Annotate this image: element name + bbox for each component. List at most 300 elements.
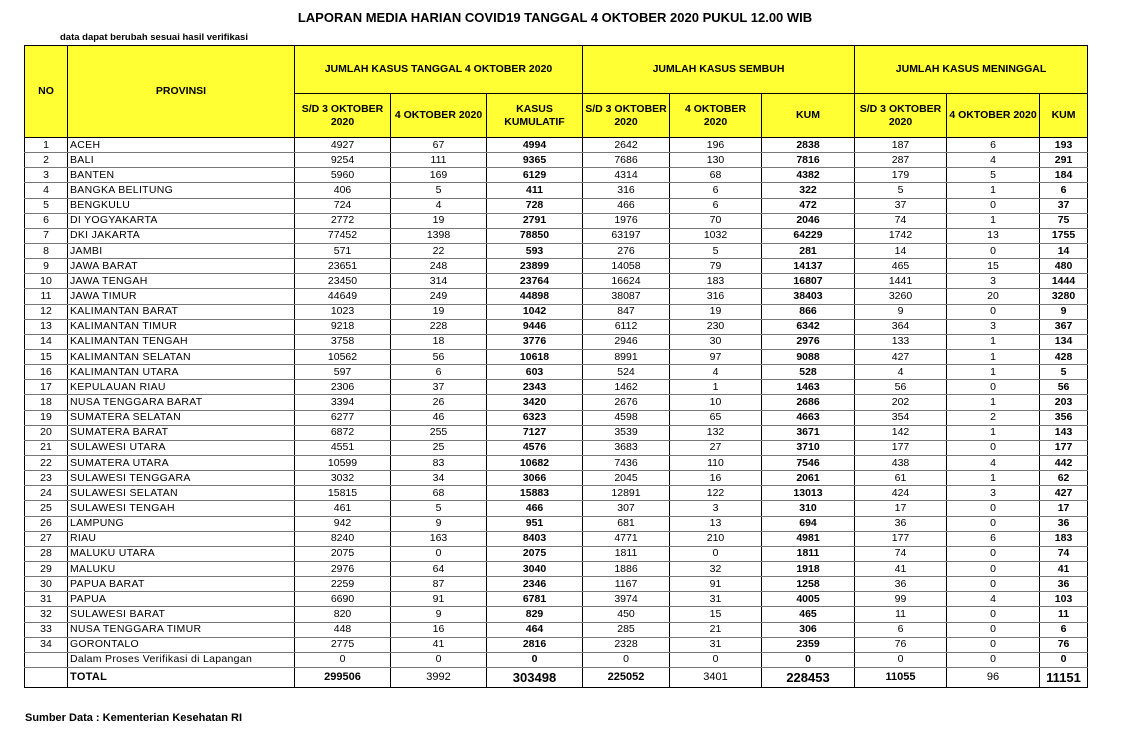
table-row (25, 501, 1088, 516)
cell-kasus-kumulatif: 78850 (487, 228, 583, 243)
cell-meninggal-hari: 4 (947, 455, 1040, 470)
cell-meninggal-hari: 0 (947, 652, 1040, 667)
cell-kasus-sd: 8240 (295, 531, 391, 546)
cell-kasus-hari: 46 (391, 410, 487, 425)
cell-sembuh-kum: 1463 (762, 380, 855, 395)
cell-kasus-sd: 3394 (295, 395, 391, 410)
cell-sembuh-sd: 38087 (583, 289, 670, 304)
cell-no: 16 (25, 365, 68, 380)
cell-meninggal-sd: 3260 (855, 289, 947, 304)
cell-kasus-hari: 0 (391, 652, 487, 667)
cell-sembuh-sd: 2676 (583, 395, 670, 410)
cell-meninggal-sd: 14 (855, 243, 947, 258)
cell-kasus-sd: 15815 (295, 486, 391, 501)
cell-kasus-kumulatif: 3420 (487, 395, 583, 410)
cell-meninggal-sd: 36 (855, 516, 947, 531)
cell-sembuh-hari: 31 (670, 637, 762, 652)
total-cell-meninggal-kum: 11151 (1040, 667, 1088, 687)
cell-kasus-kumulatif: 3066 (487, 471, 583, 486)
cell-sembuh-sd: 3974 (583, 592, 670, 607)
cell-meninggal-kum: 193 (1040, 138, 1088, 153)
cell-kasus-sd: 9254 (295, 153, 391, 168)
cell-meninggal-hari: 1 (947, 334, 1040, 349)
table-row (25, 440, 1088, 455)
cell-meninggal-kum: 0 (1040, 652, 1088, 667)
cell-provinsi: JAWA TIMUR (68, 289, 295, 304)
cell-kasus-sd: 4551 (295, 440, 391, 455)
total-cell-meninggal-sd: 11055 (855, 667, 947, 687)
cell-sembuh-sd: 0 (583, 652, 670, 667)
total-cell-meninggal-hari: 96 (947, 667, 1040, 687)
cell-provinsi: KEPULAUAN RIAU (68, 380, 295, 395)
table-row (25, 395, 1088, 410)
cell-meninggal-hari: 1 (947, 395, 1040, 410)
cell-meninggal-hari: 1 (947, 213, 1040, 228)
cell-kasus-kumulatif: 6781 (487, 592, 583, 607)
cell-kasus-sd: 571 (295, 243, 391, 258)
cell-kasus-hari: 163 (391, 531, 487, 546)
cell-meninggal-sd: 427 (855, 349, 947, 364)
cell-kasus-kumulatif: 411 (487, 183, 583, 198)
cell-meninggal-sd: 4 (855, 365, 947, 380)
cell-kasus-kumulatif: 7127 (487, 425, 583, 440)
cell-kasus-sd: 1023 (295, 304, 391, 319)
total-cell-sembuh-kum: 228453 (762, 667, 855, 687)
cell-provinsi: Dalam Proses Verifikasi di Lapangan (68, 652, 295, 667)
table-row (25, 365, 1088, 380)
cell-sembuh-sd: 3539 (583, 425, 670, 440)
table-body (25, 138, 1088, 688)
table-row (25, 607, 1088, 622)
cell-kasus-sd: 2775 (295, 637, 391, 652)
cell-kasus-hari: 1398 (391, 228, 487, 243)
cell-meninggal-sd: 202 (855, 395, 947, 410)
cell-sembuh-hari: 79 (670, 259, 762, 274)
cell-sembuh-hari: 65 (670, 410, 762, 425)
cell-kasus-sd: 2306 (295, 380, 391, 395)
cell-meninggal-kum: 76 (1040, 637, 1088, 652)
cell-no: 30 (25, 577, 68, 592)
cell-kasus-hari: 228 (391, 319, 487, 334)
cell-sembuh-kum: 38403 (762, 289, 855, 304)
cell-provinsi: DI YOGYAKARTA (68, 213, 295, 228)
cell-sembuh-hari: 31 (670, 592, 762, 607)
cell-meninggal-sd: 1441 (855, 274, 947, 289)
cell-sembuh-hari: 32 (670, 561, 762, 576)
cell-kasus-sd: 23651 (295, 259, 391, 274)
cell-meninggal-sd: 424 (855, 486, 947, 501)
table-row (25, 213, 1088, 228)
cell-sembuh-kum: 64229 (762, 228, 855, 243)
cell-sembuh-sd: 1462 (583, 380, 670, 395)
cell-meninggal-hari: 1 (947, 183, 1040, 198)
cell-meninggal-hari: 2 (947, 410, 1040, 425)
cell-kasus-kumulatif: 951 (487, 516, 583, 531)
cell-sembuh-kum: 694 (762, 516, 855, 531)
report-title: LAPORAN MEDIA HARIAN COVID19 TANGGAL 4 OKTOBER 2020 PUKUL 12.00 WIB (297, 10, 813, 25)
cell-kasus-sd: 461 (295, 501, 391, 516)
cell-meninggal-sd: 438 (855, 455, 947, 470)
cell-provinsi: JAWA TENGAH (68, 274, 295, 289)
cell-kasus-sd: 3758 (295, 334, 391, 349)
cell-no: 7 (25, 228, 68, 243)
cell-sembuh-hari: 19 (670, 304, 762, 319)
cell-kasus-hari: 5 (391, 183, 487, 198)
cell-no: 25 (25, 501, 68, 516)
table-row (25, 592, 1088, 607)
table-row (25, 304, 1088, 319)
cell-sembuh-sd: 63197 (583, 228, 670, 243)
cell-meninggal-hari: 1 (947, 349, 1040, 364)
cell-meninggal-sd: 0 (855, 652, 947, 667)
cell-sembuh-hari: 130 (670, 153, 762, 168)
table-row (25, 455, 1088, 470)
cell-meninggal-sd: 17 (855, 501, 947, 516)
cell-provinsi: SULAWESI BARAT (68, 607, 295, 622)
table-row (25, 486, 1088, 501)
cell-no: 12 (25, 304, 68, 319)
cell-meninggal-hari: 13 (947, 228, 1040, 243)
cell-sembuh-sd: 14058 (583, 259, 670, 274)
cell-kasus-sd: 820 (295, 607, 391, 622)
cell-meninggal-hari: 1 (947, 425, 1040, 440)
cell-provinsi: PAPUA (68, 592, 295, 607)
cell-sembuh-kum: 3710 (762, 440, 855, 455)
cell-provinsi: SULAWESI SELATAN (68, 486, 295, 501)
cell-no: 23 (25, 471, 68, 486)
cell-no: 27 (25, 531, 68, 546)
cell-kasus-hari: 9 (391, 516, 487, 531)
cell-no (25, 652, 68, 667)
cell-kasus-hari: 91 (391, 592, 487, 607)
cell-kasus-kumulatif: 4576 (487, 440, 583, 455)
table-row (25, 183, 1088, 198)
cell-no: 18 (25, 395, 68, 410)
cell-sembuh-hari: 110 (670, 455, 762, 470)
table-row (25, 138, 1088, 153)
cell-sembuh-kum: 2061 (762, 471, 855, 486)
table-row (25, 259, 1088, 274)
cell-sembuh-hari: 122 (670, 486, 762, 501)
header-group-kasus: JUMLAH KASUS TANGGAL 4 OKTOBER 2020 (295, 46, 583, 94)
cell-kasus-kumulatif: 10618 (487, 349, 583, 364)
cell-kasus-kumulatif: 603 (487, 365, 583, 380)
cell-sembuh-kum: 4663 (762, 410, 855, 425)
cell-sembuh-sd: 16624 (583, 274, 670, 289)
cell-sembuh-kum: 2046 (762, 213, 855, 228)
cell-sembuh-kum: 9088 (762, 349, 855, 364)
cell-meninggal-hari: 0 (947, 304, 1040, 319)
cell-kasus-hari: 56 (391, 349, 487, 364)
cell-meninggal-sd: 76 (855, 637, 947, 652)
cell-sembuh-hari: 30 (670, 334, 762, 349)
table-row (25, 652, 1088, 667)
cell-sembuh-hari: 183 (670, 274, 762, 289)
cell-sembuh-hari: 70 (670, 213, 762, 228)
cell-meninggal-sd: 11 (855, 607, 947, 622)
cell-sembuh-sd: 524 (583, 365, 670, 380)
cell-provinsi: NUSA TENGGARA BARAT (68, 395, 295, 410)
cell-meninggal-kum: 5 (1040, 365, 1088, 380)
cell-meninggal-hari: 0 (947, 440, 1040, 455)
cell-meninggal-kum: 134 (1040, 334, 1088, 349)
cell-sembuh-kum: 4382 (762, 168, 855, 183)
cell-meninggal-kum: 177 (1040, 440, 1088, 455)
cell-sembuh-sd: 7686 (583, 153, 670, 168)
cell-meninggal-hari: 0 (947, 637, 1040, 652)
cell-kasus-hari: 25 (391, 440, 487, 455)
total-cell-kasus-sd: 299506 (295, 667, 391, 687)
cell-no: 22 (25, 455, 68, 470)
cell-meninggal-hari: 0 (947, 561, 1040, 576)
cell-no: 13 (25, 319, 68, 334)
cell-sembuh-hari: 6 (670, 183, 762, 198)
cell-meninggal-sd: 9 (855, 304, 947, 319)
cell-provinsi: PAPUA BARAT (68, 577, 295, 592)
header-meninggal-sd: S/D 3 OKTOBER 2020 (855, 94, 947, 138)
cell-sembuh-sd: 6112 (583, 319, 670, 334)
cell-kasus-hari: 64 (391, 561, 487, 576)
cell-meninggal-kum: 356 (1040, 410, 1088, 425)
cell-sembuh-hari: 27 (670, 440, 762, 455)
cell-meninggal-hari: 1 (947, 471, 1040, 486)
cell-sembuh-kum: 465 (762, 607, 855, 622)
header-meninggal-hari: 4 OKTOBER 2020 (947, 94, 1040, 138)
cell-meninggal-sd: 354 (855, 410, 947, 425)
cell-meninggal-sd: 177 (855, 440, 947, 455)
cell-kasus-kumulatif: 829 (487, 607, 583, 622)
cell-sembuh-sd: 1886 (583, 561, 670, 576)
table-row (25, 289, 1088, 304)
table-row (25, 380, 1088, 395)
cell-meninggal-hari: 15 (947, 259, 1040, 274)
cell-meninggal-hari: 0 (947, 546, 1040, 561)
total-cell-kasus-kumulatif: 303498 (487, 667, 583, 687)
cell-provinsi: LAMPUNG (68, 516, 295, 531)
cell-meninggal-kum: 428 (1040, 349, 1088, 364)
cell-kasus-sd: 77452 (295, 228, 391, 243)
header-sembuh-sd: S/D 3 OKTOBER 2020 (583, 94, 670, 138)
cell-no: 10 (25, 274, 68, 289)
cell-kasus-sd: 597 (295, 365, 391, 380)
cell-meninggal-sd: 142 (855, 425, 947, 440)
cell-kasus-sd: 942 (295, 516, 391, 531)
cell-kasus-sd: 3032 (295, 471, 391, 486)
table-row (25, 198, 1088, 213)
cell-sembuh-hari: 1032 (670, 228, 762, 243)
cell-meninggal-kum: 291 (1040, 153, 1088, 168)
cell-sembuh-sd: 1167 (583, 577, 670, 592)
header-kasus-sd: S/D 3 OKTOBER 2020 (295, 94, 391, 138)
cell-meninggal-sd: 5 (855, 183, 947, 198)
cell-sembuh-sd: 450 (583, 607, 670, 622)
cell-sembuh-kum: 1918 (762, 561, 855, 576)
cell-sembuh-kum: 2838 (762, 138, 855, 153)
cell-provinsi: KALIMANTAN SELATAN (68, 349, 295, 364)
cell-kasus-sd: 2075 (295, 546, 391, 561)
cell-sembuh-kum: 13013 (762, 486, 855, 501)
cell-kasus-hari: 169 (391, 168, 487, 183)
cell-kasus-hari: 26 (391, 395, 487, 410)
cell-kasus-kumulatif: 3040 (487, 561, 583, 576)
cell-sembuh-sd: 2946 (583, 334, 670, 349)
cell-sembuh-kum: 3671 (762, 425, 855, 440)
cell-no: 3 (25, 168, 68, 183)
cell-meninggal-sd: 36 (855, 577, 947, 592)
total-cell-kasus-hari: 3992 (391, 667, 487, 687)
cell-sembuh-kum: 1258 (762, 577, 855, 592)
cell-provinsi: SULAWESI TENGGARA (68, 471, 295, 486)
cell-sembuh-kum: 4981 (762, 531, 855, 546)
table-row (25, 516, 1088, 531)
cell-meninggal-hari: 0 (947, 577, 1040, 592)
cell-no: 6 (25, 213, 68, 228)
total-cell-sembuh-sd: 225052 (583, 667, 670, 687)
cell-kasus-hari: 255 (391, 425, 487, 440)
table-row (25, 153, 1088, 168)
cell-kasus-kumulatif: 1042 (487, 304, 583, 319)
cell-meninggal-hari: 6 (947, 531, 1040, 546)
cell-kasus-kumulatif: 9365 (487, 153, 583, 168)
cell-sembuh-kum: 7816 (762, 153, 855, 168)
cell-no: 28 (25, 546, 68, 561)
cell-meninggal-kum: 56 (1040, 380, 1088, 395)
header-group-sembuh: JUMLAH KASUS SEMBUH (583, 46, 855, 94)
cell-kasus-sd: 448 (295, 622, 391, 637)
cell-no: 1 (25, 138, 68, 153)
table-row (25, 471, 1088, 486)
header-sembuh-hari: 4 OKTOBER 2020 (670, 94, 762, 138)
cell-provinsi: GORONTALO (68, 637, 295, 652)
cell-sembuh-hari: 316 (670, 289, 762, 304)
cell-meninggal-sd: 287 (855, 153, 947, 168)
cell-meninggal-hari: 0 (947, 380, 1040, 395)
cell-sembuh-sd: 1811 (583, 546, 670, 561)
cell-provinsi: JAMBI (68, 243, 295, 258)
table-row (25, 319, 1088, 334)
cell-meninggal-sd: 177 (855, 531, 947, 546)
cell-meninggal-kum: 11 (1040, 607, 1088, 622)
cell-meninggal-sd: 74 (855, 213, 947, 228)
table-row (25, 425, 1088, 440)
cell-meninggal-kum: 143 (1040, 425, 1088, 440)
cell-sembuh-sd: 285 (583, 622, 670, 637)
cell-kasus-hari: 6 (391, 365, 487, 380)
cell-meninggal-kum: 36 (1040, 577, 1088, 592)
cell-provinsi: KALIMANTAN TENGAH (68, 334, 295, 349)
cell-sembuh-kum: 866 (762, 304, 855, 319)
cell-kasus-hari: 4 (391, 198, 487, 213)
total-cell-provinsi: TOTAL (68, 667, 295, 687)
cell-kasus-hari: 19 (391, 213, 487, 228)
header-provinsi: PROVINSI (68, 46, 295, 138)
cell-sembuh-hari: 21 (670, 622, 762, 637)
cell-meninggal-sd: 56 (855, 380, 947, 395)
cell-no: 24 (25, 486, 68, 501)
cell-meninggal-hari: 0 (947, 198, 1040, 213)
cell-no: 11 (25, 289, 68, 304)
cell-meninggal-kum: 14 (1040, 243, 1088, 258)
cell-kasus-kumulatif: 466 (487, 501, 583, 516)
cell-kasus-kumulatif: 6129 (487, 168, 583, 183)
cell-no: 34 (25, 637, 68, 652)
cell-sembuh-kum: 0 (762, 652, 855, 667)
table-row (25, 622, 1088, 637)
cell-meninggal-hari: 3 (947, 486, 1040, 501)
cell-kasus-kumulatif: 0 (487, 652, 583, 667)
cell-no: 32 (25, 607, 68, 622)
cell-sembuh-sd: 4598 (583, 410, 670, 425)
cell-meninggal-hari: 5 (947, 168, 1040, 183)
header-group-meninggal: JUMLAH KASUS MENINGGAL (855, 46, 1088, 94)
cell-kasus-kumulatif: 3776 (487, 334, 583, 349)
cell-sembuh-kum: 322 (762, 183, 855, 198)
cell-meninggal-hari: 0 (947, 607, 1040, 622)
cell-sembuh-kum: 2976 (762, 334, 855, 349)
cell-meninggal-hari: 0 (947, 501, 1040, 516)
cell-provinsi: BALI (68, 153, 295, 168)
header-kasus-kumulatif: KASUS KUMULATIF (487, 94, 583, 138)
cell-meninggal-sd: 1742 (855, 228, 947, 243)
cell-sembuh-sd: 3683 (583, 440, 670, 455)
cell-sembuh-kum: 306 (762, 622, 855, 637)
cell-meninggal-kum: 184 (1040, 168, 1088, 183)
cell-meninggal-hari: 3 (947, 274, 1040, 289)
cell-kasus-sd: 10599 (295, 455, 391, 470)
cell-kasus-kumulatif: 2075 (487, 546, 583, 561)
header-kasus-hari: 4 OKTOBER 2020 (391, 94, 487, 138)
cell-kasus-kumulatif: 464 (487, 622, 583, 637)
cell-meninggal-sd: 99 (855, 592, 947, 607)
cell-kasus-sd: 23450 (295, 274, 391, 289)
cell-no: 31 (25, 592, 68, 607)
cell-sembuh-kum: 4005 (762, 592, 855, 607)
cell-sembuh-sd: 2642 (583, 138, 670, 153)
cell-kasus-sd: 9218 (295, 319, 391, 334)
cell-meninggal-kum: 203 (1040, 395, 1088, 410)
cell-meninggal-kum: 36 (1040, 516, 1088, 531)
table-row (25, 274, 1088, 289)
cell-provinsi: SUMATERA UTARA (68, 455, 295, 470)
cell-kasus-kumulatif: 4994 (487, 138, 583, 153)
cell-sembuh-hari: 16 (670, 471, 762, 486)
cell-sembuh-hari: 230 (670, 319, 762, 334)
cell-kasus-sd: 2772 (295, 213, 391, 228)
cell-meninggal-kum: 480 (1040, 259, 1088, 274)
cell-kasus-hari: 248 (391, 259, 487, 274)
cell-meninggal-sd: 6 (855, 622, 947, 637)
cell-meninggal-kum: 62 (1040, 471, 1088, 486)
cell-kasus-kumulatif: 6323 (487, 410, 583, 425)
cell-meninggal-sd: 179 (855, 168, 947, 183)
cell-meninggal-kum: 442 (1040, 455, 1088, 470)
cell-meninggal-hari: 20 (947, 289, 1040, 304)
cell-provinsi: DKI JAKARTA (68, 228, 295, 243)
cell-kasus-kumulatif: 2346 (487, 577, 583, 592)
cell-sembuh-hari: 132 (670, 425, 762, 440)
cell-sembuh-kum: 310 (762, 501, 855, 516)
cell-provinsi: JAWA BARAT (68, 259, 295, 274)
cell-meninggal-kum: 3280 (1040, 289, 1088, 304)
cell-sembuh-sd: 316 (583, 183, 670, 198)
cell-kasus-hari: 37 (391, 380, 487, 395)
cell-meninggal-kum: 37 (1040, 198, 1088, 213)
cell-meninggal-hari: 4 (947, 592, 1040, 607)
cell-kasus-hari: 249 (391, 289, 487, 304)
table-row (25, 349, 1088, 364)
cell-no: 4 (25, 183, 68, 198)
cell-sembuh-sd: 1976 (583, 213, 670, 228)
